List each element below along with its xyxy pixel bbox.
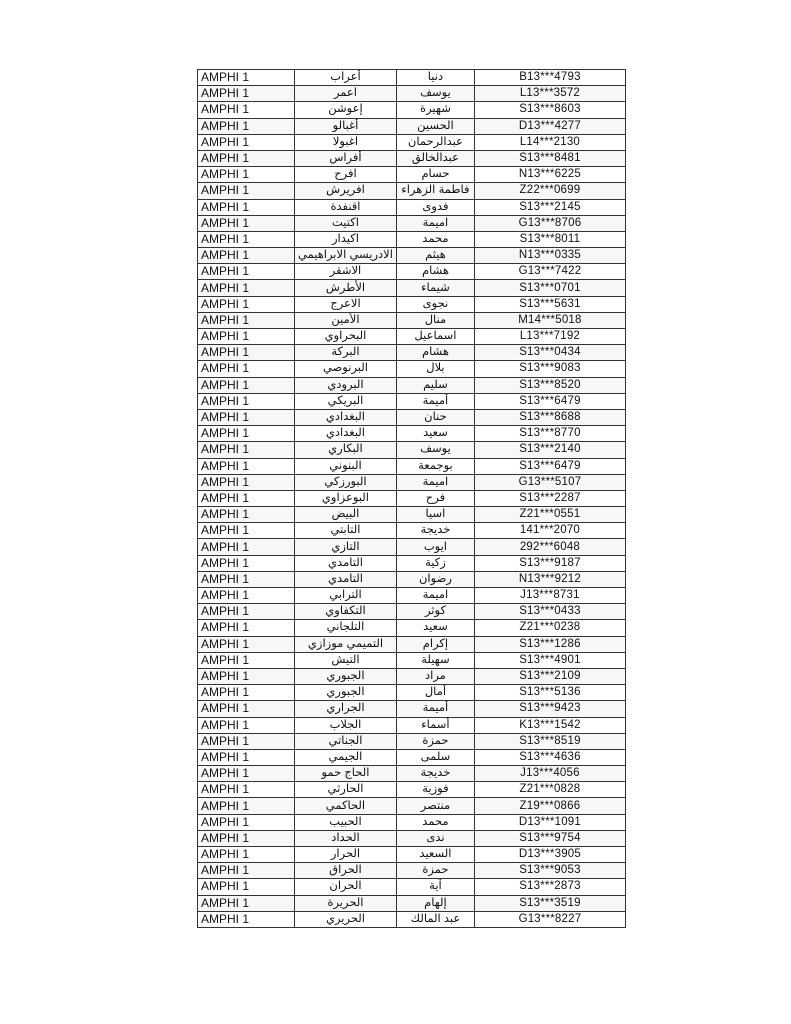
room-cell: AMPHI 1	[198, 636, 295, 652]
first-name-cell: سليم	[396, 377, 474, 393]
table-row	[198, 636, 626, 652]
student-code-cell: Z21***0828	[474, 782, 625, 798]
room-cell: AMPHI 1	[198, 393, 295, 409]
last-name-cell: البرودي	[295, 377, 397, 393]
student-code-cell: S13***0434	[474, 345, 625, 361]
table-row	[198, 539, 626, 555]
last-name-cell: الحارثي	[295, 782, 397, 798]
table-row	[198, 458, 626, 474]
first-name-cell: حمزة	[396, 733, 474, 749]
student-code-cell: N13***6225	[474, 167, 625, 183]
student-code-cell: S13***8011	[474, 231, 625, 247]
table-row	[198, 798, 626, 814]
first-name-cell: بوجمعة	[396, 458, 474, 474]
last-name-cell: الحداد	[295, 830, 397, 846]
table-row	[198, 895, 626, 911]
table-row	[198, 329, 626, 345]
table-row	[198, 70, 626, 86]
first-name-cell: عبدالخالق	[396, 150, 474, 166]
table-row	[198, 215, 626, 231]
student-code-cell: S13***2140	[474, 442, 625, 458]
last-name-cell: الاعرج	[295, 296, 397, 312]
student-code-cell: N13***0335	[474, 248, 625, 264]
first-name-cell: فوزية	[396, 782, 474, 798]
first-name-cell: عبد المالك	[396, 911, 474, 927]
last-name-cell: التابتي	[295, 523, 397, 539]
table-row	[198, 847, 626, 863]
student-code-cell: S13***4901	[474, 652, 625, 668]
first-name-cell: أمال	[396, 685, 474, 701]
room-cell: AMPHI 1	[198, 199, 295, 215]
room-cell: AMPHI 1	[198, 911, 295, 927]
room-cell: AMPHI 1	[198, 539, 295, 555]
table-row	[198, 199, 626, 215]
table-row	[198, 183, 626, 199]
table-row	[198, 86, 626, 102]
table-row	[198, 814, 626, 830]
student-code-cell: L13***7192	[474, 329, 625, 345]
first-name-cell: نجوى	[396, 296, 474, 312]
last-name-cell: الجيمي	[295, 749, 397, 765]
first-name-cell: كوثر	[396, 604, 474, 620]
student-code-cell: G13***8706	[474, 215, 625, 231]
last-name-cell: الحرار	[295, 847, 397, 863]
table-row	[198, 393, 626, 409]
last-name-cell: البرنوصي	[295, 361, 397, 377]
last-name-cell: التيش	[295, 652, 397, 668]
room-cell: AMPHI 1	[198, 620, 295, 636]
table-row	[198, 296, 626, 312]
room-cell: AMPHI 1	[198, 329, 295, 345]
table-row	[198, 377, 626, 393]
student-code-cell: L14***2130	[474, 134, 625, 150]
table-row	[198, 766, 626, 782]
table-row	[198, 134, 626, 150]
table-row	[198, 620, 626, 636]
student-code-cell: G13***8227	[474, 911, 625, 927]
table-row	[198, 118, 626, 134]
room-cell: AMPHI 1	[198, 863, 295, 879]
room-cell: AMPHI 1	[198, 264, 295, 280]
last-name-cell: الحريرة	[295, 895, 397, 911]
room-cell: AMPHI 1	[198, 749, 295, 765]
table-row	[198, 426, 626, 442]
last-name-cell: الجبوري	[295, 685, 397, 701]
room-cell: AMPHI 1	[198, 442, 295, 458]
first-name-cell: خديجة	[396, 766, 474, 782]
table-row	[198, 507, 626, 523]
first-name-cell: هشام	[396, 264, 474, 280]
last-name-cell: إعوشن	[295, 102, 397, 118]
room-cell: AMPHI 1	[198, 814, 295, 830]
student-code-cell: S13***0433	[474, 604, 625, 620]
student-code-cell: K13***1542	[474, 717, 625, 733]
last-name-cell: البغدادي	[295, 409, 397, 425]
room-cell: AMPHI 1	[198, 409, 295, 425]
first-name-cell: حسام	[396, 167, 474, 183]
last-name-cell: التكفاوي	[295, 604, 397, 620]
first-name-cell: أميمة	[396, 393, 474, 409]
room-cell: AMPHI 1	[198, 847, 295, 863]
student-code-cell: S13***2109	[474, 668, 625, 684]
student-code-cell: J13***8731	[474, 588, 625, 604]
table-row	[198, 248, 626, 264]
first-name-cell: خديجة	[396, 523, 474, 539]
room-cell: AMPHI 1	[198, 345, 295, 361]
first-name-cell: السعيد	[396, 847, 474, 863]
first-name-cell: إكرام	[396, 636, 474, 652]
student-code-cell: S13***8688	[474, 409, 625, 425]
first-name-cell: عبدالرحمان	[396, 134, 474, 150]
student-code-cell: L13***3572	[474, 86, 625, 102]
first-name-cell: سعيد	[396, 620, 474, 636]
first-name-cell: هشام	[396, 345, 474, 361]
table-row	[198, 863, 626, 879]
student-code-cell: M14***5018	[474, 312, 625, 328]
first-name-cell: محمد	[396, 814, 474, 830]
first-name-cell: ايوب	[396, 539, 474, 555]
last-name-cell: افرح	[295, 167, 397, 183]
student-code-cell: Z21***0551	[474, 507, 625, 523]
student-code-cell: G13***5107	[474, 474, 625, 490]
room-cell: AMPHI 1	[198, 280, 295, 296]
last-name-cell: اغبولا	[295, 134, 397, 150]
last-name-cell: الجبوري	[295, 668, 397, 684]
room-cell: AMPHI 1	[198, 70, 295, 86]
room-cell: AMPHI 1	[198, 231, 295, 247]
student-code-cell: N13***9212	[474, 571, 625, 587]
room-cell: AMPHI 1	[198, 361, 295, 377]
last-name-cell: البحراوي	[295, 329, 397, 345]
student-code-cell: Z22***0699	[474, 183, 625, 199]
table-row	[198, 555, 626, 571]
room-cell: AMPHI 1	[198, 215, 295, 231]
student-code-cell: S13***6479	[474, 393, 625, 409]
last-name-cell: البكاري	[295, 442, 397, 458]
table-row	[198, 280, 626, 296]
last-name-cell: الجناتي	[295, 733, 397, 749]
last-name-cell: الادريسي الابراهيمي	[295, 248, 397, 264]
last-name-cell: الجراري	[295, 701, 397, 717]
student-code-cell: S13***8603	[474, 102, 625, 118]
room-cell: AMPHI 1	[198, 183, 295, 199]
table-row	[198, 911, 626, 927]
first-name-cell: اسماعيل	[396, 329, 474, 345]
last-name-cell: البغدادي	[295, 426, 397, 442]
first-name-cell: أسماء	[396, 717, 474, 733]
last-name-cell: الأطرش	[295, 280, 397, 296]
table-row	[198, 167, 626, 183]
student-code-cell: 292***6048	[474, 539, 625, 555]
room-cell: AMPHI 1	[198, 879, 295, 895]
last-name-cell: البوعزاوي	[295, 490, 397, 506]
room-cell: AMPHI 1	[198, 86, 295, 102]
room-cell: AMPHI 1	[198, 895, 295, 911]
last-name-cell: التازي	[295, 539, 397, 555]
last-name-cell: الحريري	[295, 911, 397, 927]
last-name-cell: الاشقر	[295, 264, 397, 280]
room-cell: AMPHI 1	[198, 474, 295, 490]
table-row	[198, 701, 626, 717]
student-code-cell: S13***1286	[474, 636, 625, 652]
student-code-cell: S13***9083	[474, 361, 625, 377]
first-name-cell: الحسين	[396, 118, 474, 134]
student-code-cell: D13***3905	[474, 847, 625, 863]
room-cell: AMPHI 1	[198, 458, 295, 474]
first-name-cell: فرح	[396, 490, 474, 506]
table-row	[198, 652, 626, 668]
room-cell: AMPHI 1	[198, 571, 295, 587]
last-name-cell: اقنفدة	[295, 199, 397, 215]
table-row	[198, 102, 626, 118]
first-name-cell: محمد	[396, 231, 474, 247]
first-name-cell: بلال	[396, 361, 474, 377]
student-code-cell: J13***4056	[474, 766, 625, 782]
table-row	[198, 733, 626, 749]
student-code-cell: S13***3519	[474, 895, 625, 911]
table-row	[198, 523, 626, 539]
first-name-cell: شيماء	[396, 280, 474, 296]
student-code-cell: 141***2070	[474, 523, 625, 539]
last-name-cell: اعمر	[295, 86, 397, 102]
first-name-cell: سعيد	[396, 426, 474, 442]
last-name-cell: الجلاب	[295, 717, 397, 733]
table-row	[198, 345, 626, 361]
last-name-cell: البركة	[295, 345, 397, 361]
student-code-cell: S13***9754	[474, 830, 625, 846]
table-row	[198, 409, 626, 425]
last-name-cell: البورزكي	[295, 474, 397, 490]
room-cell: AMPHI 1	[198, 377, 295, 393]
last-name-cell: التامدي	[295, 555, 397, 571]
student-code-cell: D13***1091	[474, 814, 625, 830]
student-code-cell: S13***9423	[474, 701, 625, 717]
student-code-cell: S13***2145	[474, 199, 625, 215]
first-name-cell: رضوان	[396, 571, 474, 587]
first-name-cell: اميمة	[396, 588, 474, 604]
student-code-cell: S13***6479	[474, 458, 625, 474]
last-name-cell: الأمين	[295, 312, 397, 328]
room-cell: AMPHI 1	[198, 701, 295, 717]
first-name-cell: اسيا	[396, 507, 474, 523]
student-code-cell: S13***8520	[474, 377, 625, 393]
student-code-cell: Z21***0238	[474, 620, 625, 636]
student-code-cell: G13***7422	[474, 264, 625, 280]
first-name-cell: إلهام	[396, 895, 474, 911]
first-name-cell: يوسف	[396, 442, 474, 458]
last-name-cell: الحاكمي	[295, 798, 397, 814]
table-row	[198, 685, 626, 701]
student-code-cell: S13***2287	[474, 490, 625, 506]
student-code-cell: S13***4636	[474, 749, 625, 765]
last-name-cell: الحراق	[295, 863, 397, 879]
last-name-cell: التلجاني	[295, 620, 397, 636]
first-name-cell: منتصر	[396, 798, 474, 814]
room-cell: AMPHI 1	[198, 102, 295, 118]
table-row	[198, 474, 626, 490]
first-name-cell: هيثم	[396, 248, 474, 264]
table-row	[198, 361, 626, 377]
last-name-cell: الحران	[295, 879, 397, 895]
student-code-cell: S13***8519	[474, 733, 625, 749]
student-code-cell: B13***4793	[474, 70, 625, 86]
table-row	[198, 782, 626, 798]
room-cell: AMPHI 1	[198, 134, 295, 150]
first-name-cell: حمزة	[396, 863, 474, 879]
room-cell: AMPHI 1	[198, 588, 295, 604]
student-code-cell: D13***4277	[474, 118, 625, 134]
last-name-cell: الترابي	[295, 588, 397, 604]
student-code-cell: S13***0701	[474, 280, 625, 296]
table-row	[198, 490, 626, 506]
last-name-cell: البنوني	[295, 458, 397, 474]
student-code-cell: S13***2873	[474, 879, 625, 895]
first-name-cell: اميمة	[396, 474, 474, 490]
room-cell: AMPHI 1	[198, 150, 295, 166]
first-name-cell: فدوى	[396, 199, 474, 215]
room-cell: AMPHI 1	[198, 668, 295, 684]
first-name-cell: شهيرة	[396, 102, 474, 118]
student-room-table	[197, 69, 626, 928]
table-row	[198, 264, 626, 280]
table-row	[198, 150, 626, 166]
last-name-cell: أفراس	[295, 150, 397, 166]
first-name-cell: يوسف	[396, 86, 474, 102]
last-name-cell: البيض	[295, 507, 397, 523]
room-cell: AMPHI 1	[198, 118, 295, 134]
student-code-cell: S13***9053	[474, 863, 625, 879]
last-name-cell: الحبيب	[295, 814, 397, 830]
first-name-cell: سهيلة	[396, 652, 474, 668]
room-cell: AMPHI 1	[198, 798, 295, 814]
last-name-cell: اكتيت	[295, 215, 397, 231]
last-name-cell: اكيدار	[295, 231, 397, 247]
first-name-cell: دنيا	[396, 70, 474, 86]
room-cell: AMPHI 1	[198, 782, 295, 798]
room-cell: AMPHI 1	[198, 507, 295, 523]
room-cell: AMPHI 1	[198, 733, 295, 749]
student-code-cell: S13***5136	[474, 685, 625, 701]
first-name-cell: مراد	[396, 668, 474, 684]
table-row	[198, 668, 626, 684]
student-code-cell: S13***9187	[474, 555, 625, 571]
first-name-cell: آية	[396, 879, 474, 895]
last-name-cell: التامدي	[295, 571, 397, 587]
room-cell: AMPHI 1	[198, 248, 295, 264]
first-name-cell: سلمى	[396, 749, 474, 765]
table-row	[198, 879, 626, 895]
room-cell: AMPHI 1	[198, 490, 295, 506]
table-row	[198, 231, 626, 247]
last-name-cell: الحاج حمو	[295, 766, 397, 782]
table-row	[198, 604, 626, 620]
last-name-cell: البريكي	[295, 393, 397, 409]
last-name-cell: التميمي موزازي	[295, 636, 397, 652]
first-name-cell: ندى	[396, 830, 474, 846]
last-name-cell: أعراب	[295, 70, 397, 86]
room-cell: AMPHI 1	[198, 312, 295, 328]
table-row	[198, 749, 626, 765]
room-cell: AMPHI 1	[198, 426, 295, 442]
room-cell: AMPHI 1	[198, 685, 295, 701]
first-name-cell: أميمة	[396, 701, 474, 717]
room-cell: AMPHI 1	[198, 652, 295, 668]
student-code-cell: S13***8770	[474, 426, 625, 442]
table-row	[198, 312, 626, 328]
last-name-cell: افريرش	[295, 183, 397, 199]
room-cell: AMPHI 1	[198, 296, 295, 312]
table-row	[198, 717, 626, 733]
room-cell: AMPHI 1	[198, 604, 295, 620]
first-name-cell: فاطمة الزهراء	[396, 183, 474, 199]
table-body	[198, 70, 626, 928]
first-name-cell: زكية	[396, 555, 474, 571]
room-cell: AMPHI 1	[198, 555, 295, 571]
room-cell: AMPHI 1	[198, 717, 295, 733]
student-code-cell: S13***5631	[474, 296, 625, 312]
table-row	[198, 571, 626, 587]
table-row	[198, 830, 626, 846]
student-code-cell: Z19***0866	[474, 798, 625, 814]
table-row	[198, 588, 626, 604]
last-name-cell: أغبالو	[295, 118, 397, 134]
first-name-cell: اميمة	[396, 215, 474, 231]
room-cell: AMPHI 1	[198, 766, 295, 782]
first-name-cell: منال	[396, 312, 474, 328]
table-row	[198, 442, 626, 458]
room-cell: AMPHI 1	[198, 167, 295, 183]
room-cell: AMPHI 1	[198, 830, 295, 846]
first-name-cell: حنان	[396, 409, 474, 425]
room-cell: AMPHI 1	[198, 523, 295, 539]
student-code-cell: S13***8481	[474, 150, 625, 166]
